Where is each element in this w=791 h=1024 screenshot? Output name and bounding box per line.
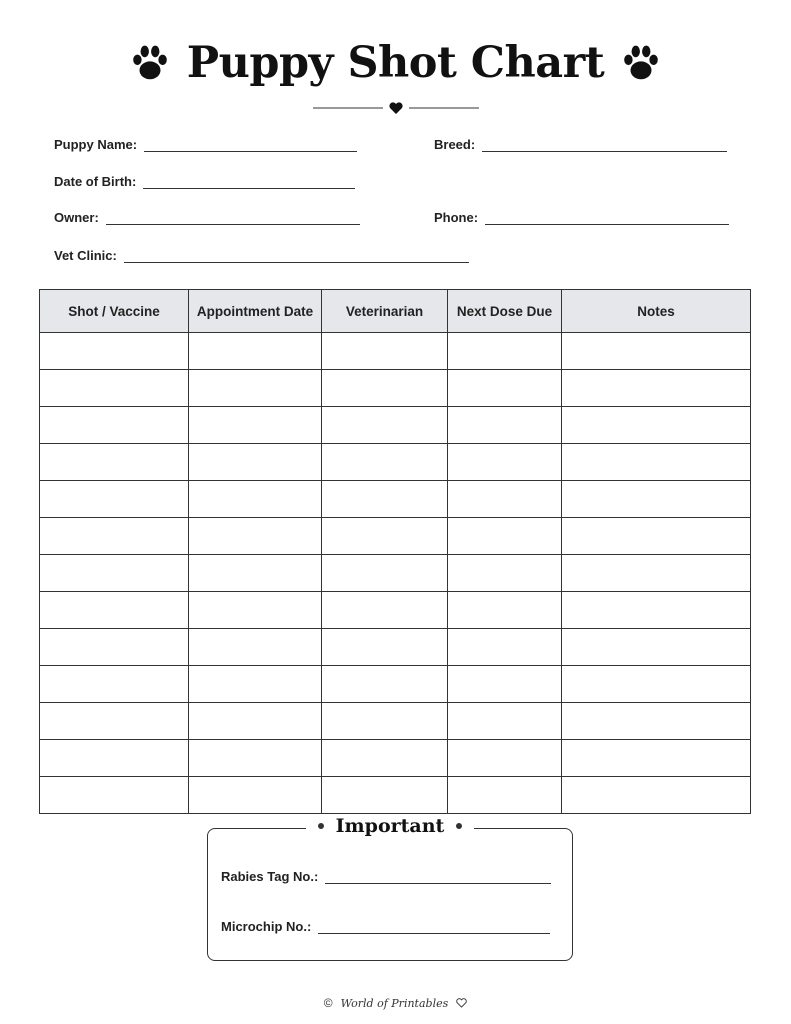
brand-name: World of Printables [340, 996, 449, 1010]
table-cell[interactable] [448, 444, 562, 481]
table-cell[interactable] [40, 333, 189, 370]
table-cell[interactable] [448, 703, 562, 740]
table-cell[interactable] [562, 703, 751, 740]
table-cell[interactable] [40, 777, 189, 814]
table-cell[interactable] [322, 518, 448, 555]
table-row [40, 555, 751, 592]
table-cell[interactable] [189, 555, 322, 592]
breed-line[interactable] [482, 137, 727, 152]
table-cell[interactable] [562, 333, 751, 370]
table-cell[interactable] [189, 481, 322, 518]
table-cell[interactable] [40, 740, 189, 777]
table-header-row [40, 290, 751, 333]
table-cell[interactable] [40, 370, 189, 407]
shot-table [39, 289, 751, 814]
table-cell[interactable] [562, 370, 751, 407]
rabies-tag-field[interactable] [221, 869, 551, 884]
copyright-symbol: © [323, 996, 333, 1010]
table-row [40, 444, 751, 481]
table-row [40, 740, 751, 777]
table-cell[interactable] [322, 370, 448, 407]
table-cell[interactable] [562, 740, 751, 777]
table-row [40, 481, 751, 518]
owner-label: Owner: [54, 210, 99, 225]
breed-field[interactable] [434, 137, 727, 152]
microchip-field[interactable] [221, 919, 550, 934]
table-cell[interactable] [448, 370, 562, 407]
table-cell[interactable] [448, 518, 562, 555]
table-row [40, 666, 751, 703]
table-cell[interactable] [562, 481, 751, 518]
table-cell[interactable] [448, 629, 562, 666]
table-cell[interactable] [189, 518, 322, 555]
table-cell[interactable] [189, 740, 322, 777]
table-cell[interactable] [448, 666, 562, 703]
column-header-veterinarian: Veterinarian [322, 290, 448, 333]
owner-field[interactable] [54, 210, 360, 225]
table-cell[interactable] [40, 481, 189, 518]
table-cell[interactable] [322, 407, 448, 444]
table-cell[interactable] [40, 555, 189, 592]
footer [0, 996, 791, 1010]
table-cell[interactable] [189, 777, 322, 814]
breed-label: Breed: [434, 137, 476, 152]
table-cell[interactable] [40, 703, 189, 740]
table-cell[interactable] [322, 666, 448, 703]
phone-label: Phone: [434, 210, 479, 225]
rabies-tag-label: Rabies Tag No.: [221, 869, 319, 884]
table-cell[interactable] [322, 703, 448, 740]
table-row [40, 370, 751, 407]
table-row [40, 407, 751, 444]
table-cell[interactable] [189, 629, 322, 666]
table-cell[interactable] [448, 592, 562, 629]
table-cell[interactable] [448, 333, 562, 370]
paw-print-icon [620, 42, 662, 84]
table-row [40, 518, 751, 555]
heart-icon [389, 102, 402, 114]
table-cell[interactable] [189, 407, 322, 444]
table-cell[interactable] [40, 629, 189, 666]
title-row [0, 38, 791, 88]
column-header-shot: Shot / Vaccine [40, 290, 189, 333]
puppy-name-line[interactable] [144, 137, 357, 152]
table-cell[interactable] [322, 481, 448, 518]
bullet-dot [318, 823, 324, 829]
table-cell[interactable] [322, 592, 448, 629]
table-cell[interactable] [448, 555, 562, 592]
important-box [207, 815, 573, 961]
important-title: Important [335, 815, 445, 837]
owner-line[interactable] [106, 210, 360, 225]
microchip-line[interactable] [318, 919, 550, 934]
table-cell[interactable] [189, 666, 322, 703]
table-cell[interactable] [562, 407, 751, 444]
table-cell[interactable] [562, 518, 751, 555]
table-cell[interactable] [189, 370, 322, 407]
table-cell[interactable] [562, 592, 751, 629]
table-cell[interactable] [322, 777, 448, 814]
paw-print-icon [129, 42, 171, 84]
column-header-appointment-date: Appointment Date [189, 290, 322, 333]
table-cell[interactable] [40, 444, 189, 481]
date-of-birth-field[interactable] [54, 174, 355, 189]
table-row [40, 703, 751, 740]
date-of-birth-label: Date of Birth: [54, 174, 137, 189]
puppy-name-field[interactable] [54, 137, 357, 152]
table-cell[interactable] [40, 407, 189, 444]
table-cell[interactable] [448, 740, 562, 777]
microchip-label: Microchip No.: [221, 919, 312, 934]
bullet-dot [456, 823, 462, 829]
table-cell[interactable] [40, 666, 189, 703]
title-divider [313, 100, 479, 116]
column-header-notes: Notes [562, 290, 751, 333]
table-row [40, 333, 751, 370]
table-cell[interactable] [322, 629, 448, 666]
page-title: Puppy Shot Chart [186, 38, 605, 88]
table-row [40, 592, 751, 629]
vet-clinic-field[interactable] [54, 248, 469, 263]
phone-field[interactable] [434, 210, 729, 225]
column-header-next-dose-due: Next Dose Due [448, 290, 562, 333]
table-cell[interactable] [562, 777, 751, 814]
table-cell[interactable] [322, 740, 448, 777]
table-cell[interactable] [189, 592, 322, 629]
rabies-tag-line[interactable] [325, 869, 551, 884]
table-cell[interactable] [448, 777, 562, 814]
table-cell[interactable] [322, 555, 448, 592]
table-cell[interactable] [40, 592, 189, 629]
table-cell[interactable] [189, 333, 322, 370]
table-cell[interactable] [562, 666, 751, 703]
vet-clinic-line[interactable] [124, 248, 469, 263]
table-cell[interactable] [448, 407, 562, 444]
table-body [40, 333, 751, 814]
table-cell[interactable] [322, 444, 448, 481]
table-cell[interactable] [448, 481, 562, 518]
vet-clinic-label: Vet Clinic: [54, 248, 117, 263]
phone-line[interactable] [485, 210, 729, 225]
table-cell[interactable] [562, 444, 751, 481]
table-cell[interactable] [322, 333, 448, 370]
heart-outline-icon [456, 998, 467, 1008]
table-row [40, 777, 751, 814]
puppy-name-label: Puppy Name: [54, 137, 138, 152]
table-cell[interactable] [562, 555, 751, 592]
table-cell[interactable] [40, 518, 189, 555]
table-cell[interactable] [189, 444, 322, 481]
date-of-birth-line[interactable] [143, 174, 355, 189]
table-cell[interactable] [562, 629, 751, 666]
table-row [40, 629, 751, 666]
table-cell[interactable] [189, 703, 322, 740]
